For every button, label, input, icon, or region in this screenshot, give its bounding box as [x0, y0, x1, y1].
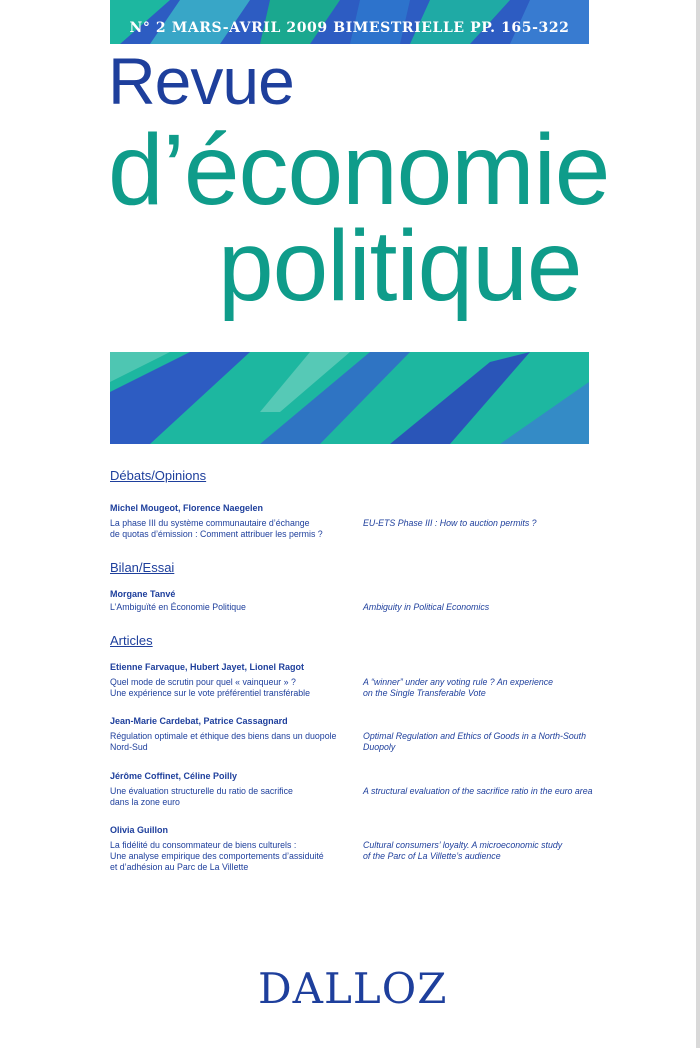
entry-title-en: [363, 677, 603, 699]
entry-title-fr-line: Une expérience sur le vote préférentiel transférable: [110, 688, 310, 698]
middle-decorative-band: [110, 352, 589, 444]
entry-authors: Jean-Marie Cardebat, Patrice Cassagnard: [110, 716, 288, 726]
section-heading-bilan: Bilan/Essai: [110, 560, 175, 575]
entry-title-en-line: EU-ETS Phase III : How to auction permits ?: [363, 518, 537, 528]
section-heading-debats: Débats/Opinions: [110, 468, 207, 483]
entry-title-en-line: A “winner” under any voting rule ? An experience: [363, 677, 554, 687]
title-politique: politique: [218, 210, 582, 322]
entry-title-en: [363, 518, 603, 529]
entry-title-fr: [110, 602, 350, 613]
entry-title-en-line: on the Single Transferable Vote: [363, 688, 486, 698]
title-revue: Revue: [108, 44, 294, 118]
entry-authors: Michel Mougeot, Florence Naegelen: [110, 503, 264, 513]
title-economie: d’économie: [108, 114, 610, 226]
entry-title-en-line: Optimal Regulation and Ethics of Goods in a North-South: [363, 731, 586, 741]
entry-title-fr-line: Une analyse empirique des comportements d’assiduité: [110, 851, 324, 861]
entry-title-fr: [110, 731, 350, 753]
issue-line: N° 2 MARS-AVRIL 2009 BIMESTRIELLE PP. 165-322: [129, 20, 570, 36]
section-heading-articles: Articles: [110, 633, 153, 648]
entry-title-en: [363, 731, 603, 753]
page-edge: [696, 0, 700, 1048]
publisher-logo: DALLOZ: [258, 964, 448, 1013]
entry-authors: Jérôme Coffinet, Céline Poilly: [110, 771, 238, 781]
entry-title-fr-line: et d’adhésion au Parc de La Villette: [110, 862, 249, 872]
entry-title-en: [363, 786, 603, 797]
entry-authors: Morgane Tanvé: [110, 589, 176, 599]
entry-title-fr-line: dans la zone euro: [110, 797, 180, 807]
entry-title-en-line: A structural evaluation of the sacrifice ratio in the euro area: [363, 786, 593, 796]
entry-title-fr: [110, 518, 350, 540]
entry-title-fr: [110, 840, 350, 873]
entry-title-fr: [110, 677, 350, 699]
entry-title-en: [363, 840, 603, 862]
entry-authors: Olivia Guillon: [110, 825, 169, 835]
entry-title-en-line: of the Parc of La Villette’s audience: [363, 851, 501, 861]
entry-authors: Etienne Farvaque, Hubert Jayet, Lionel Ragot: [110, 662, 305, 672]
entry-title-fr-line: L’Ambiguïté en Économie Politique: [110, 602, 246, 612]
entry-title-fr-line: de quotas d’émission : Comment attribuer les permis ?: [110, 529, 323, 539]
entry-title-fr-line: La fidélité du consommateur de biens culturels :: [110, 840, 297, 850]
top-decorative-band: [110, 0, 589, 44]
entry-title-fr-line: La phase III du système communautaire d’échange: [110, 518, 310, 528]
entry-title-fr-line: Nord-Sud: [110, 742, 148, 752]
entry-title-en: [363, 602, 603, 613]
entry-title-en-line: Cultural consumers’ loyalty. A microeconomic study: [363, 840, 563, 850]
entry-title-en-line: Duopoly: [363, 742, 396, 752]
entry-title-fr-line: Régulation optimale et éthique des biens dans un duopole: [110, 731, 337, 741]
entry-title-fr-line: Une évaluation structurelle du ratio de sacrifice: [110, 786, 293, 796]
entry-title-fr: [110, 786, 350, 808]
band-texture-middle: [110, 352, 589, 444]
entry-title-en-line: Ambiguity in Political Economics: [363, 602, 490, 612]
entry-title-fr-line: Quel mode de scrutin pour quel « vainqueur » ?: [110, 677, 296, 687]
